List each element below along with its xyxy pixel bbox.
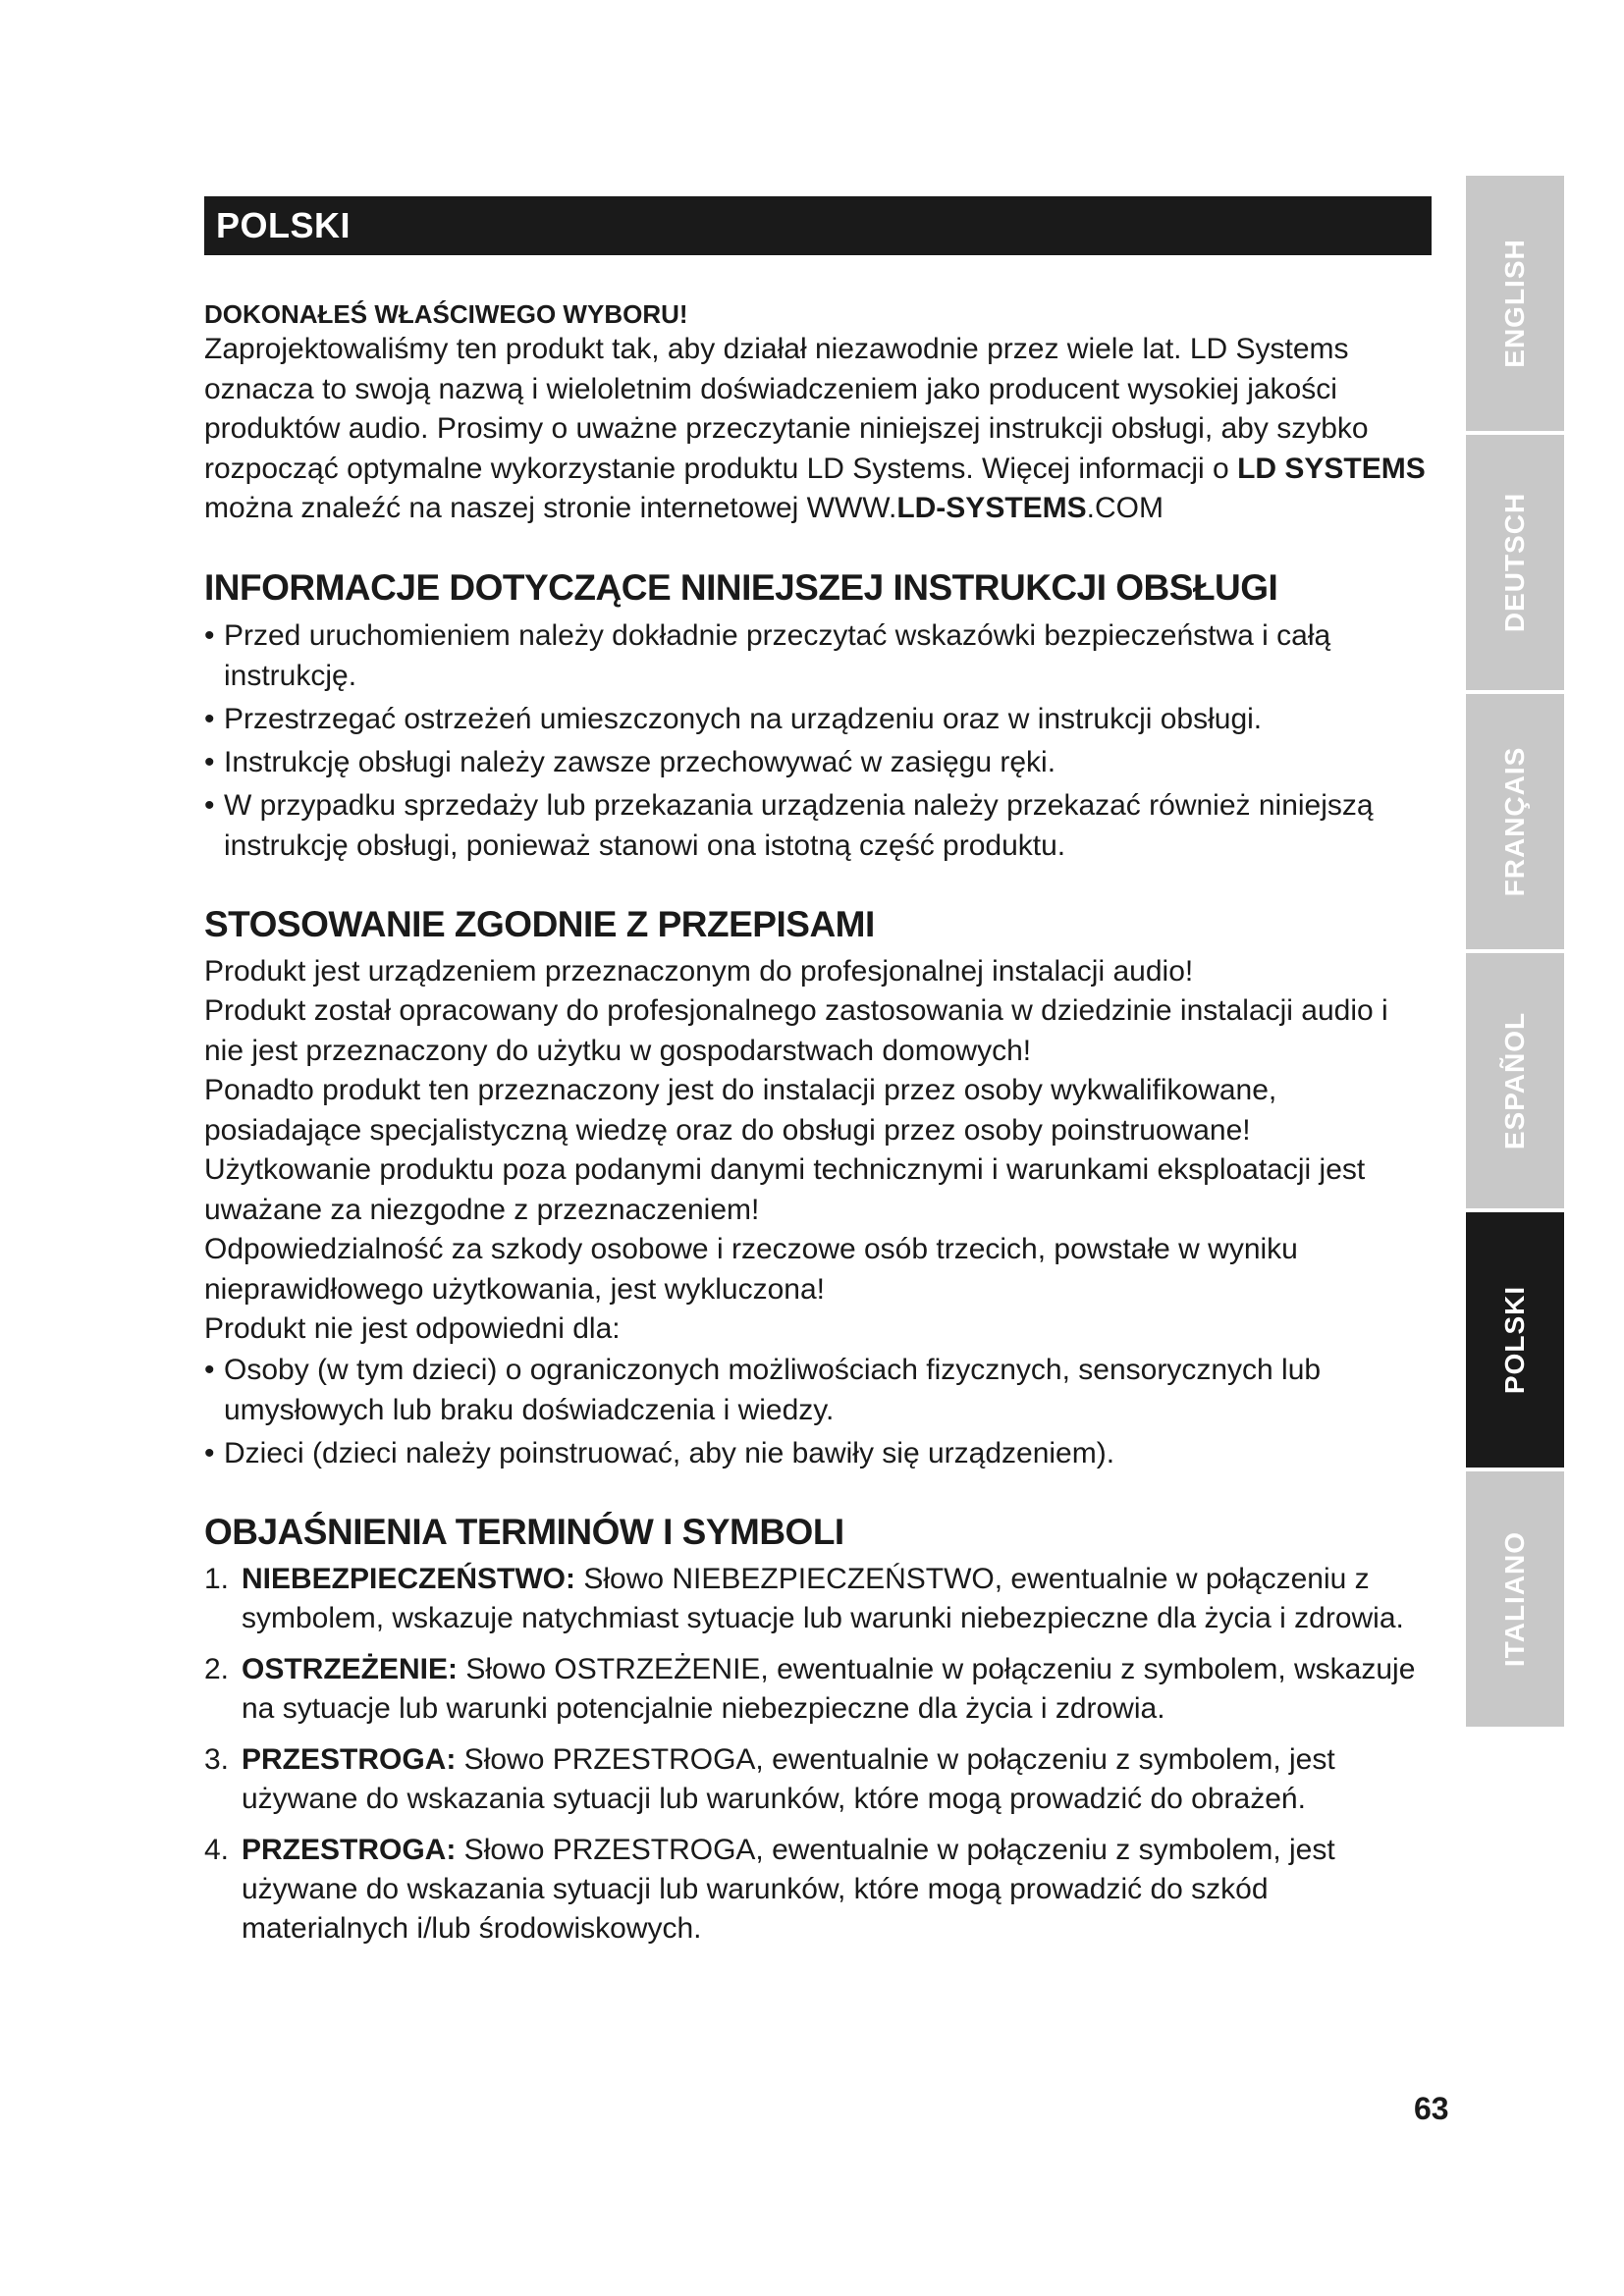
website-link[interactable] [807, 492, 1164, 524]
url-suffix: .COM [1086, 492, 1164, 524]
tab-label: ESPAÑOL [1499, 1011, 1530, 1150]
language-tabs [1466, 176, 1564, 1731]
intro-text-start: Zaprojektowaliśmy ten produkt tak, aby działał niezawodnie przez wiele lat. LD Systems oznacza to swoją nazwą i wieloletnim doświadczeniem jako producent wysokiej jakości produktów audio. Prosimy o uważne przeczytanie niniejszej instrukcji obsługi, aby szybko rozpocząć optymalne wykorzystanie produktu LD Systems. Więcej informacji o [204, 333, 1369, 485]
term-number: 2. [204, 1652, 230, 1685]
usage-paragraph: Produkt nie jest odpowiedni dla: [204, 1312, 621, 1345]
term-description: Słowo PRZESTROGA, ewentualnie w połączeniu z symbolem, jest używane do wskazania sytuacji lub warunków, które mogą prowadzić do szkód materialnych i/lub środowiskowych. [242, 1833, 1335, 1945]
list-item: • Dzieci (dzieci należy poinstruować, aby nie bawiły się urządzeniem). [204, 1433, 1432, 1473]
tab-english[interactable] [1466, 176, 1564, 431]
term-label: OSTRZEŻENIE: [242, 1652, 459, 1685]
usage-paragraph: Użytkowanie produktu poza podanymi danymi technicznymi i warunkami eksploatacji jest uważane za niezgodne z przeznaczeniem! [204, 1153, 1366, 1226]
tab-label: FRANÇAIS [1499, 746, 1530, 897]
brand-name: LD SYSTEMS [1237, 452, 1426, 485]
tab-deutsch[interactable] [1466, 435, 1564, 690]
manual-info-list [204, 615, 1432, 866]
term-item [204, 1650, 1432, 1729]
tab-francais[interactable] [1466, 694, 1564, 949]
intro-text [204, 330, 1432, 529]
usage-paragraph: Produkt został opracowany do profesjonalnego zastosowania w dziedzinie instalacji audio i nie jest przeznaczony do użytku w gospodarstwach domowych! [204, 994, 1388, 1067]
terms-list [204, 1560, 1432, 1949]
term-number: 3. [204, 1742, 230, 1776]
tab-label: DEUTSCH [1499, 492, 1530, 633]
term-description: Słowo PRZESTROGA, ewentualnie w połączeniu z symbolem, jest używane do wskazania sytuacji lub warunków, które mogą prowadzić do obrażeń. [242, 1742, 1335, 1815]
list-item: • Instrukcję obsługi należy zawsze przechowywać w zasięgu ręki. [204, 742, 1432, 782]
term-number: 1. [204, 1562, 230, 1595]
term-number: 4. [204, 1833, 230, 1866]
page-number: 63 [1414, 2091, 1449, 2126]
intro-heading: DOKONAŁEŚ WŁAŚCIWEGO WYBORU! [204, 299, 688, 329]
terms-heading: OBJAŚNIENIA TERMINÓW I SYMBOLI [204, 1511, 844, 1552]
tab-italiano[interactable] [1466, 1471, 1564, 1727]
tab-polski[interactable] [1466, 1212, 1564, 1468]
tab-label: ENGLISH [1499, 239, 1530, 368]
usage-paragraph: Produkt jest urządzeniem przeznaczonym do profesjonalnej instalacji audio! [204, 954, 1194, 988]
term-description: Słowo OSTRZEŻENIE, ewentualnie w połączeniu z symbolem, wskazuje na sytuacje lub warunki potencjalnie niebezpieczne dla życia i zdrowia. [242, 1652, 1416, 1725]
url-domain: LD-SYSTEMS [896, 492, 1087, 524]
unsuitable-for-list [204, 1350, 1432, 1473]
term-description: Słowo NIEBEZPIECZEŃSTWO, ewentualnie w połączeniu z symbolem, wskazuje natychmiast sytuacje lub warunki niebezpieczne dla życia i zdrowia. [242, 1562, 1404, 1634]
term-label: PRZESTROGA: [242, 1742, 457, 1776]
url-prefix: WWW. [806, 492, 897, 524]
usage-paragraph: Ponadto produkt ten przeznaczony jest do instalacji przez osoby wykwalifikowane, posiadające specjalistyczną wiedzę oraz do obsługi przez osoby poinstruowane! [204, 1074, 1277, 1147]
intended-use-heading: STOSOWANIE ZGODNIE Z PRZEPISAMI [204, 903, 875, 944]
usage-paragraph: Odpowiedzialność za szkody osobowe i rzeczowe osób trzecich, powstałe w wyniku nieprawidłowego użytkowania, jest wykluczona! [204, 1233, 1298, 1306]
term-label: PRZESTROGA: [242, 1833, 457, 1866]
tab-label: ITALIANO [1499, 1530, 1530, 1668]
term-item [204, 1831, 1432, 1949]
term-label: NIEBEZPIECZEŃSTWO: [242, 1562, 576, 1595]
term-item [204, 1560, 1432, 1638]
list-item: • Przestrzegać ostrzeżeń umieszczonych na urządzeniu oraz w instrukcji obsługi. [204, 699, 1432, 739]
term-item [204, 1740, 1432, 1819]
intro-text-end: można znaleźć na naszej stronie internetowej [204, 492, 807, 524]
list-item: • Osoby (w tym dzieci) o ograniczonych możliwościach fizycznych, sensorycznych lub umysłowych lub braku doświadczenia i wiedzy. [204, 1350, 1432, 1430]
page-content [204, 196, 1432, 1960]
tab-label: POLSKI [1499, 1285, 1530, 1395]
page-title: POLSKI [204, 196, 1432, 255]
list-item: • Przed uruchomieniem należy dokładnie przeczytać wskazówki bezpieczeństwa i całą instrukcję. [204, 615, 1432, 696]
tab-espanol[interactable] [1466, 953, 1564, 1208]
list-item: • W przypadku sprzedaży lub przekazania urządzenia należy przekazać również niniejszą instrukcję obsługi, ponieważ stanowi ona istotną część produktu. [204, 785, 1432, 866]
manual-info-heading: INFORMACJE DOTYCZĄCE NINIEJSZEJ INSTRUKCJI OBSŁUGI [204, 566, 1278, 608]
